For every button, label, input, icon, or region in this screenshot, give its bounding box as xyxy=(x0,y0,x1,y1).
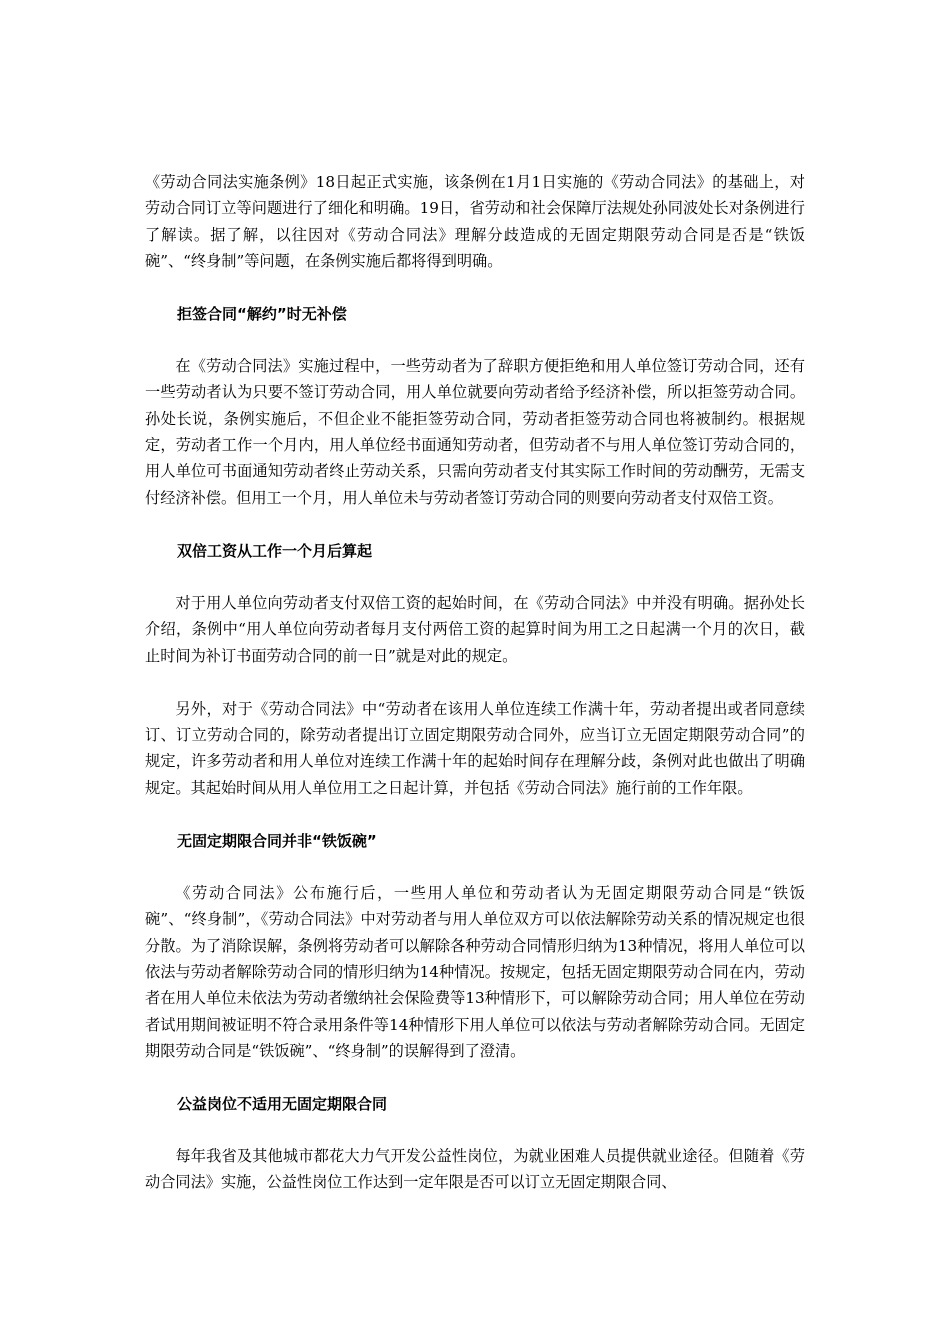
section-paragraph: 每年我省及其他城市都花大力气开发公益性岗位，为就业困难人员提供就业途径。但随着《劳动合同法》实施，公益性岗位工作达到一定年限是否可以订立无固定期限合同、 xyxy=(145,1147,805,1192)
document-page xyxy=(145,169,805,1196)
section-paragraph: 《劳动合同法》公布施行后，一些用人单位和劳动者认为无固定期限劳动合同是“铁饭碗”、“终身制”，《劳动合同法》中对劳动者与用人单位双方可以依法解除劳动关系的情况规定也很分散。为了消除误解，条例将劳动者可以解除各种劳动合同情形归纳为13种情况，将用人单位可以依法与劳动者解除劳动合同的情形归纳为14种情况。按规定，包括无固定期限劳动合同在内，劳动者在用人单位未依法为劳动者缴纳社会保险费等13种情形下，可以解除劳动合同；用人单位在劳动者试用期间被证明不符合录用条件等14种情形下用人单位可以依法与劳动者解除劳动合同。无固定期限劳动合同是“铁饭碗”、“终身制”的误解得到了澄清。 xyxy=(145,884,805,1060)
section-paragraph: 另外，对于《劳动合同法》中“劳动者在该用人单位连续工作满十年，劳动者提出或者同意续订、订立劳动合同的，除劳动者提出订立固定期限劳动合同外，应当订立无固定期限劳动合同”的规定，许多劳动者和用人单位对连续工作满十年的起始时间存在理解分歧，条例对此也做出了明确规定。其起始时间从用人单位用工之日起计算，并包括《劳动合同法》施行前的工作年限。 xyxy=(145,699,805,797)
section-heading-public-welfare-posts: 公益岗位不适用无固定期限合同 xyxy=(177,1095,388,1114)
section-paragraph: 在《劳动合同法》实施过程中，一些劳动者为了辞职方便拒绝和用人单位签订劳动合同，还有一些劳动者认为只要不签订劳动合同，用人单位就要向劳动者给予经济补偿，所以拒签劳动合同。孙处长说，条例实施后，不但企业不能拒签劳动合同，劳动者拒签劳动合同也将被制约。根据规定，劳动者工作一个月内，用人单位经书面通知劳动者，但劳动者不与用人单位签订劳动合同的，用人单位可书面通知劳动者终止劳动关系，只需向劳动者支付其实际工作时间的劳动酬劳，无需支付经济补偿。但用工一个月，用人单位未与劳动者签订劳动合同的则要向劳动者支付双倍工资。 xyxy=(145,357,805,507)
section-heading-open-ended-contract: 无固定期限合同并非“铁饭碗” xyxy=(177,832,377,851)
section-heading-refuse-contract: 拒签合同“解约”时无补偿 xyxy=(177,305,347,324)
section-paragraph: 对于用人单位向劳动者支付双倍工资的起始时间，在《劳动合同法》中并没有明确。据孙处长介绍，条例中“用人单位向劳动者每月支付两倍工资的起算时间为用工之日起满一个月的次日，截止时间为补订书面劳动合同的前一日”就是对此的规定。 xyxy=(145,593,805,665)
intro-paragraph: 《劳动合同法实施条例》18日起正式实施，该条例在1月1日实施的《劳动合同法》的基础上，对劳动合同订立等问题进行了细化和明确。19日，省劳动和社会保障厅法规处孙同波处长对条例进行了解读。据了解，以往因对《劳动合同法》理解分歧造成的无固定期限劳动合同是否是“铁饭碗”、“终身制”等问题，在条例实施后都将得到明确。 xyxy=(145,173,805,270)
section-heading-double-wage: 双倍工资从工作一个月后算起 xyxy=(177,541,373,560)
